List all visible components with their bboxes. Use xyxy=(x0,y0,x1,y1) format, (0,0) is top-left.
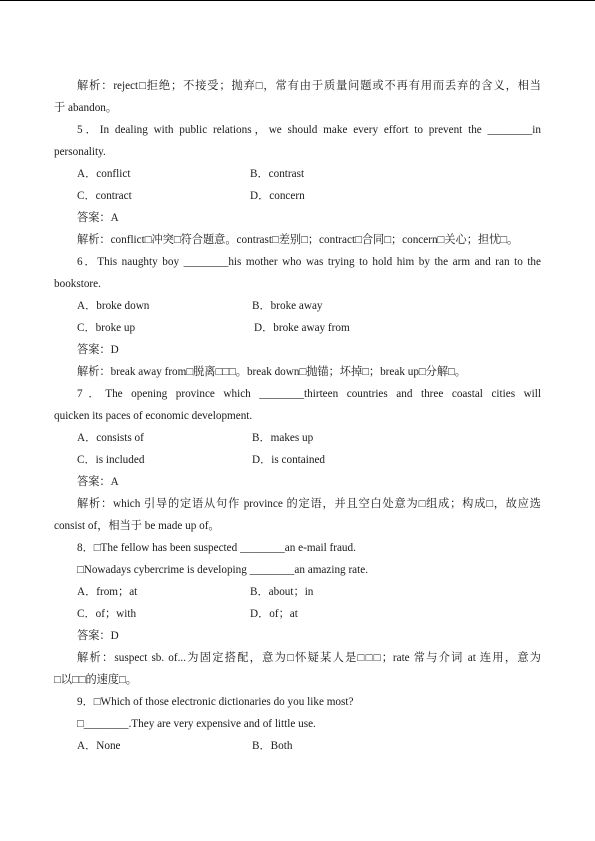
question-8-option-c: C．of；with xyxy=(77,608,137,620)
question-5-option-a: A．conflict xyxy=(77,168,131,180)
question-6-stem-line-1: 6．This naughty boy ________his mother who was trying to hold him by the arm and ran to the xyxy=(77,256,541,268)
question-8-option-b: B．about；in xyxy=(250,586,314,598)
question-7-stem-line-1: 7．The opening province which ________thirteen countries and three coastal cities will xyxy=(77,388,541,400)
question-7-option-c: C．is included xyxy=(77,454,145,466)
question-5-option-d: D．concern xyxy=(250,190,305,202)
question-6-option-d: D．broke away from xyxy=(254,322,350,334)
question-7-option-a: A．consists of xyxy=(77,432,144,444)
question-7-option-b: B．makes up xyxy=(252,432,314,444)
question-9-option-a: A．None xyxy=(77,740,121,752)
question-5-option-b: B．contrast xyxy=(250,168,305,180)
question-8-option-a: A．from；at xyxy=(77,586,138,598)
question-9-stem-line-2: □________.They are very expensive and of little use. xyxy=(77,718,316,730)
question-8-option-d: D．of；at xyxy=(250,608,298,620)
question-6-option-a: A．broke down xyxy=(77,300,150,312)
question-9-stem-line-1: 9．□Which of those electronic dictionaries do you like most? xyxy=(77,696,354,708)
question-6-option-b: B．broke away xyxy=(252,300,323,312)
question-5-explanation: 解析：conflict□冲突□符合题意。contrast□差别□；contract□合同□；concern□关心；担忧□。 xyxy=(77,234,519,246)
question-8-answer: 答案：D xyxy=(77,630,119,642)
question-8-explanation-line-2: □以□□的速度□。 xyxy=(54,674,137,686)
question-7-explanation-line-1: 解析：which 引导的定语从句作 province 的定语，并且空白处意为□组成；构成□，故应选 xyxy=(77,498,541,510)
question-5-stem-line-1: 5．In dealing with public relations，we should make every effort to prevent the ________in xyxy=(77,124,541,136)
question-7-option-d: D．is contained xyxy=(252,454,326,466)
explanation-4-line-2: 于 abandon。 xyxy=(54,102,118,114)
question-5-answer: 答案：A xyxy=(77,212,119,224)
question-8-stem-line-2: □Nowadays cybercrime is developing ________an amazing rate. xyxy=(77,564,369,576)
question-7-stem-line-2: quicken its paces of economic development. xyxy=(54,410,253,422)
question-9-option-b: B．Both xyxy=(252,740,293,752)
explanation-4-line-1: 解析：reject□拒绝；不接受；抛弃□，常有由于质量问题或不再有用而丢弃的含义，相当 xyxy=(77,80,541,92)
question-7-explanation-line-2: consist of，相当于 be made up of。 xyxy=(54,520,220,532)
question-6-stem-line-2: bookstore. xyxy=(54,278,101,290)
question-5-option-c: C．contract xyxy=(77,190,132,202)
question-5-stem-line-2: personality. xyxy=(54,146,106,158)
question-8-stem-line-1: 8．□The fellow has been suspected ________an e-mail fraud. xyxy=(77,542,356,554)
question-6-answer: 答案：D xyxy=(77,344,119,356)
question-6-option-c: C．broke up xyxy=(77,322,136,334)
question-7-answer: 答案：A xyxy=(77,476,119,488)
question-6-explanation: 解析：break away from□脱离□□□。break down□抛锚；坏掉□；break up□分解□。 xyxy=(77,366,466,378)
question-8-explanation-line-1: 解析：suspect sb. of...为固定搭配，意为□怀疑某人是□□□；rate 常与介词 at 连用，意为 xyxy=(77,652,541,664)
